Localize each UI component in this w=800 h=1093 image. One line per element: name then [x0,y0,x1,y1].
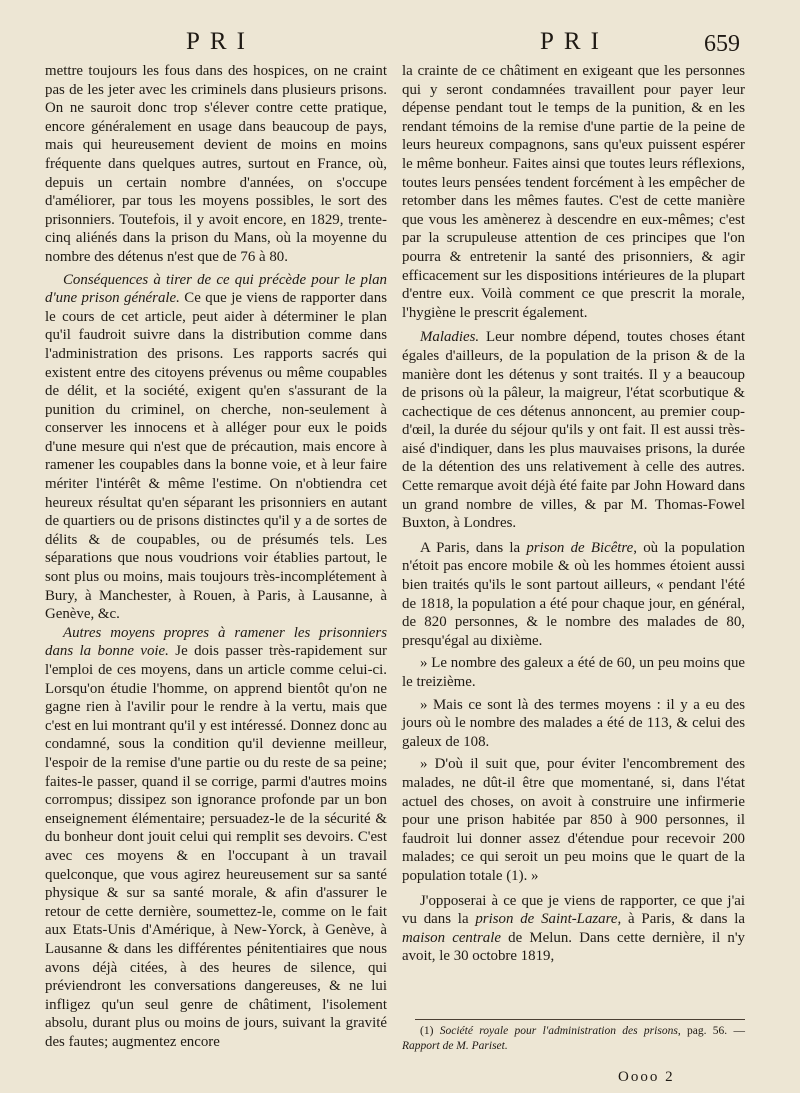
footnote-rule [415,1019,745,1020]
section-heading-maladies: Maladies. [420,329,480,346]
paragraph-consequences [45,271,387,624]
paragraph-maladies [402,328,745,533]
footnote-pages: , pag. 56. — [677,1025,746,1037]
place-name: maison centrale [402,929,501,946]
section-heading-autres-moyens: Autres moyens propres à ramener les prisonniers dans la bonne voie. [45,624,387,660]
footnote-report: Rapport de M. Pariset. [402,1040,508,1052]
page-number: 659 [704,31,740,57]
footnote-source: Société royale pour l'administration des prisons [439,1025,678,1037]
place-name: prison de Saint-Lazare [475,911,618,928]
paragraph-autres-moyens [45,624,387,1052]
place-name: prison de Bicêtre [526,539,634,556]
paragraph-hospices: mettre toujours les fous dans des hospices, on ne craint pas de les jeter avec les criminels dans plusieurs prisons. On ne sauroit donc trop s'élever contre cette pratique, encore généralement en usage dans beaucoup de pays, mais qui heureusement devient de moins en moins fréquente dans quelques autres, surtout en France, où, depuis un certain nombre d'années, on s'occupe d'améliorer, par tous les moyens possibles, le sort des prisonniers. Toutefois, il y avoit encore, en 1829, trente-cinq aliénés dans la prison du Mans, où la moyenne du nombre des détenus n'est que de 76 à 80. [45,63,387,265]
right-column [402,62,745,966]
paragraph-text: , où la population n'étoit pas encore mobile & où les hommes étoient aussi bien traités qu'ils le sont partout ailleurs, « pendant l'été de 1818, la population a été pour chaque jour, en général, de 820 personnes, & le nombre des malades de 80, presqu'égal au dixième. [402,539,745,649]
paragraph-text: , à Paris, & dans la [617,911,745,928]
paragraph-bicetre [402,539,745,651]
signature-mark: Oooo 2 [618,1069,675,1085]
section-heading-consequences: Conséquences à tirer de ce qui précède pour le plan d'une prison générale. [45,271,387,307]
footnote [402,1024,745,1054]
paragraph-text: Je dois passer très-rapidement sur l'emploi de ces moyens, dans un article comme celui-ci. Lorsqu'on étudie l'homme, on apprend bientôt qu'on ne gagne rien à l'avilir pour le rendre à la vertu, mais que c'est en lui montrant qu'il y est intéressé. Donnez donc au condamné, sous la condition qu'il devienne meilleur, l'espoir de la remise d'une partie ou du reste de sa peine; faites-le passer, quand il se corrige, parmi d'autres moins corrompus; dissipez son ignorance profonde par un bon enseignement élémentaire; persuadez-le de la sécurité & du bonheur dont jouit celui qui remplit ses devoirs. C'est avec ces moyens & en l'occupant à un travail quelconque, que vous agirez heureusement sur sa santé physique & sur sa santé morale, & afin d'assurer le retour de cette dernière, soumettez-le, comme on le fait aux Etats-Unis d'Amérique, à New-Yorck, à Genève, à Lausanne & dans les différentes pénitentiaires que nous avons déjà citées, à des heures de silence, qui préviendront les conversations dangereuses, & ne lui infligez qu'un seul genre de châtiment, l'isolement absolu, durant plus ou moins de jours, suivant la gravité des fautes; augmentez encore [45,643,387,1050]
paragraph-chatiment: la crainte de ce châtiment en exigeant que les personnes qui y seront condamnées travaillent pour payer leur dépense pendant tout le temps de la punition, & en les rendant témoins de la remise d'une partie de la peine de leurs heureux compagnons, sans qu'eux puissent espérer le même bonheur. Faites ainsi que toutes leurs réflexions, toutes leurs pensées tendent forcément à les empêcher de retomber dans les mêmes fautes. C'est de cette manière que vous les amènerez à descendre en eux-mêmes; c'est par la scrupuleuse attention de ces principes que l'on pourra & entretenir la santé des prisonniers, & agir efficacement sur les dispositions intérieures de la plupart d'entre eux. Voilà comment ce que prescrit la morale, l'hygiène le prescrit également. [402,63,745,321]
paragraph-termes-moyens: » Mais ce sont là des termes moyens : il y a eu des jours où le nombre des malades a été de 113, & celui des galeux de 108. [402,696,745,750]
paragraph-text: de Melun. Dans cette dernière, il n'y avoit, le 30 octobre 1819, [402,929,745,965]
paragraph-encombrement: » D'où il suit que, pour éviter l'encombrement des malades, ne dût-il être que momentané, si, dans l'état actuel des choses, on avoit à construire une infirmerie pour une prison habitée par 850 à 900 personnes, il faudroit lui donner assez d'étendue pour recevoir 200 malades; ce qui seroit un peu moins que le quart de la population totale (1). » [402,756,745,884]
footnote-marker: (1) [420,1025,440,1037]
paragraph-text: J'opposerai à ce que je viens de rapporter, ce que j'ai vu dans la [402,892,745,928]
paragraph-saint-lazare [402,892,745,966]
left-column [45,62,387,1051]
paragraph-text: Leur nombre dépend, toutes choses étant égales d'ailleurs, de la population de la prison & de la manière dont les détenus y sont traités. Il y a beaucoup de prisons où la pâleur, la maigreur, l'état scorbutique & cachectique de ces détenus annoncent, au premier coup-d'œil, la durée du séjour qu'ils y ont fait. Il est aussi très-aisé d'indiquer, dans les plus mauvaises prisons, la durée de la détention des uns relativement à celle des autres. Cette remarque avoit déjà été faite par John Howard dans un grand nombre de villes, & par M. Thomas-Fowel Buxton, à Londres. [402,329,745,532]
running-head-left: PRI [186,28,255,55]
running-head-right: PRI [540,28,609,55]
paragraph-galeux: » Le nombre des galeux a été de 60, un peu moins que le treizième. [402,655,745,690]
paragraph-text: A Paris, dans la [420,539,527,556]
paragraph-text: Ce que je viens de rapporter dans le cours de cet article, peut aider à déterminer le plan qu'il faudroit suivre dans la distribution comme dans l'administration des prisons. Les rapports sacrés qui existent entre des citoyens prévenus ou même coupables de délit, et la société, exigent qu'en s'assurant de la punition du criminel, on cherche, non-seulement à conserver les innocens et à alléger pour eux le poids d'une mesure qui n'est que de précaution, mais encore à ramener les coupables dans la bonne voie, et à leur faire mériter l'intérêt & même l'estime. On n'obtiendra cet heureux résultat qu'en séparant les prisonniers en autant de quartiers ou de prisons distinctes qu'il y a de sortes de délits & de coupables, ou de présumés tels. Les séparations que nous voudrions voir établies partout, le sont plus ou moins, mais toujours très-incomplétement à Bury, à Manchester, à Rouen, à Paris, à Lausanne, à Genève, &c. [45,290,387,623]
